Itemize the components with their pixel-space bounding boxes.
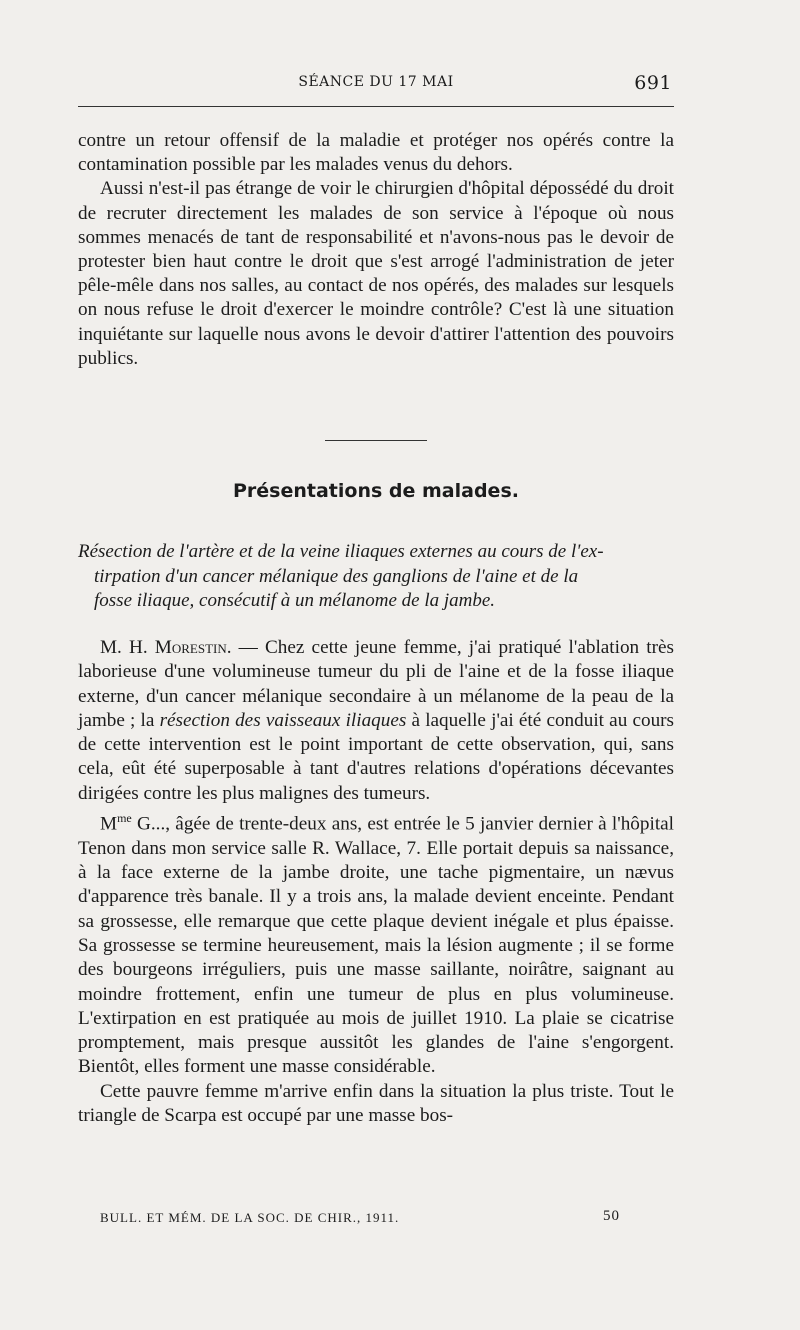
intro-paragraph-2: Aussi n'est-il pas étrange de voir le chirurgien d'hôpital dépossédé du droit de recruter directement les malades de son service à l'époque où nous sommes menacés de tant de responsabilité et n'avons-nous pas le devoir de protester bien haut contre le droit que s'est arrogé l'administration de jeter pêle-mêle dans nos salles, au contact de nos opérés, des malades sur lesquels on nous refuse le droit d'exercer le moindre contrôle? C'est là une situation inquiétante sur laquelle nous avons le devoir d'attirer l'attention des pouvoirs publics.: [78, 178, 674, 369]
case-paragraph-3: Cette pauvre femme m'arrive enfin dans la situation la plus triste. Tout le triangle de Scarpa est occupé par une masse bos-: [78, 1080, 674, 1127]
page-footer: [100, 1210, 620, 1226]
subtitle-line-1: Résection de l'artère et de la veine iliaques externes au cours de l'ex-: [78, 541, 604, 562]
page-number: 691: [634, 72, 672, 94]
page-header: [80, 72, 672, 96]
subtitle-line-2: tirpation d'un cancer mélanique des ganglions de l'aine et de la: [94, 565, 579, 587]
case-paragraph-1: M. H. Morestin. — Chez cette jeune femme, j'ai pratiqué l'ablation très laborieuse d'une volumineuse tumeur du pli de l'aine et de la fosse iliaque externe, d'un cancer mélanique secondaire à un mélanome de la peau de la jambe ; la résection des vaisseaux iliaques à laquelle j'ai été conduit au cours de cette intervention est le point important de cette observation, qui, sans cela, eût été superposable à tant d'autres relations d'opérations décevantes dirigées contre les plus malignes des tumeurs.: [78, 637, 675, 804]
section-title: Présentations de malades.: [233, 480, 519, 502]
case-report: [78, 636, 674, 1128]
section-separator: [325, 440, 427, 441]
header-rule: [78, 106, 674, 107]
journal-reference: BULL. ET MÉM. DE LA SOC. DE CHIR., 1911.: [100, 1210, 400, 1225]
running-head: SÉANCE DU 17 MAI: [298, 74, 454, 90]
case-paragraph-2: $M^{me}$ G..., âgée de trente-deux ans, est entrée le 5 janvier dernier à l'hôpital Tenon dans mon service salle R. Wallace, 7. Elle portait depuis sa naissance, à la face externe de la jambe droite, une tache pigmentaire, un nævus d'apparence très banale. Il y a trois ans, la malade devient enceinte. Pendant sa grossesse, elle remarque que cette plaque devient inégale et plus épaisse. Sa grossesse se termine heureusement, mais la lésion augmente ; il se forme des bourgeons irréguliers, puis une masse saillante, noirâtre, saignant au moindre frottement, enfin une tumeur de plus en plus volumineuse. L'extirpation en est pratiquée au mois de juillet 1910. La plaie se cicatrise promptement, mais presque aussitôt les glandes de l'aine s'engorgent. Bientôt, elles forment une masse considérable.: [78, 811, 674, 1078]
subtitle-line-3: fosse iliaque, consécutif à un mélanome de la jambe.: [94, 590, 496, 611]
signature-mark: 50: [603, 1208, 620, 1224]
intro-paragraph-1: contre un retour offensif de la maladie et protéger nos opérés contre la contamination possible par les malades venus du dehors.: [78, 130, 674, 176]
emphasis-resection: résection des vaisseaux iliaques: [159, 709, 407, 731]
intro-text: [78, 129, 674, 371]
speaker-name: M. H. Morestin.: [100, 637, 232, 658]
article-subtitle: [78, 540, 674, 614]
